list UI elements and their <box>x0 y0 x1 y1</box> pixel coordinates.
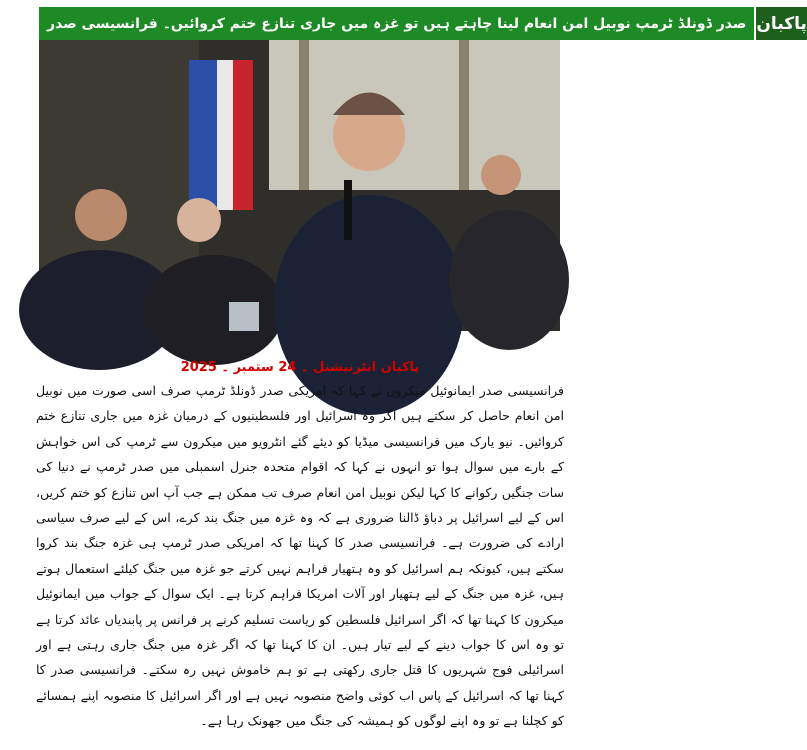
dateline: پاکبان انٹرنیشنل ۔ 24 ستمبر ۔ 2025 <box>180 360 420 375</box>
news-photo <box>39 40 560 331</box>
photo-icon <box>39 40 560 331</box>
article-body: فرانسیسی صدر ایمانوئیل میکرون نے کہا کہ امریکی صدر ڈونلڈ ٹرمپ صرف اسی صورت میں نوبیل امن انعام حاصل کر سکتے ہیں اگر وہ اسرائیل اور فلسطینیوں کے درمیان غزہ میں جاری تنازع ختم کروائیں۔ نیو یارک میں فرانسیسی میڈیا کو دیئے گئے انٹرویو میں میکرون سے ٹرمپ کی اس خواہش کے بارے میں سوال ہوا تو انہوں نے کہا کہ اقوام متحدہ جنرل اسمبلی میں صدر ٹرمپ نے دنیا کی سات جنگیں رکوانے کا کہا لیکن نوبیل امن انعام صرف تب ممکن ہے جب آپ اس تنازع کو ختم کریں، اس کے لیے اسرائیل پر دباؤ ڈالنا ضروری ہے کہ وہ غزہ میں جنگ بند کرے، اس کے لیے صرف سیاسی ارادے کی ضرورت ہے۔ فرانسیسی صدر کا کہنا تھا کہ امریکی صدر ٹرمپ ہی غزہ جنگ بند کروا سکتے ہیں، کیونکہ ہم اسرائیل کو وہ ہتھیار فراہم نہیں کرتے جو غزہ میں جنگ کیلئے استعمال ہوتے ہیں، غزہ میں جنگ کے لیے ہتھیار اور آلات امریکا فراہم کرتا ہے۔ ایک سوال کے جواب میں ایمانوئیل میکرون کا کہنا تھا کہ اگر اسرائیل فلسطین کو ریاست تسلیم کرنے پر فرانس پر پابندیاں عائد کرتا ہے تو وہ اس کا جواب دینے کے لیے تیار ہیں۔ ان کا کہنا تھا کہ اگر غزہ میں جنگ جاری رہتی ہے اور اسرائیلی فوج شہریوں کا قتل جاری رکھتی ہے تو ہم خاموش نہیں رہ سکتے۔ فرانسیسی صدر کا کہنا تھا کہ اسرائیل کے پاس اب کوئی واضح منصوبہ نہیں ہے اور اگر اسرائیل کا منصوبہ اپنے ہمسائے کو کچلنا ہے تو وہ اپنے لوگوں کو ہمیشہ کی جنگ میں جھونک رہا ہے۔ <box>36 383 564 729</box>
brand-logo: پاکبان <box>754 7 807 40</box>
headline-banner <box>39 7 807 40</box>
headline-text: صدر ڈونلڈ ٹرمپ نوبیل امن انعام لینا چاہتے ہیں تو غزہ میں جاری تنازع ختم کروائیں۔ فرانسیسی صدر <box>39 7 754 40</box>
